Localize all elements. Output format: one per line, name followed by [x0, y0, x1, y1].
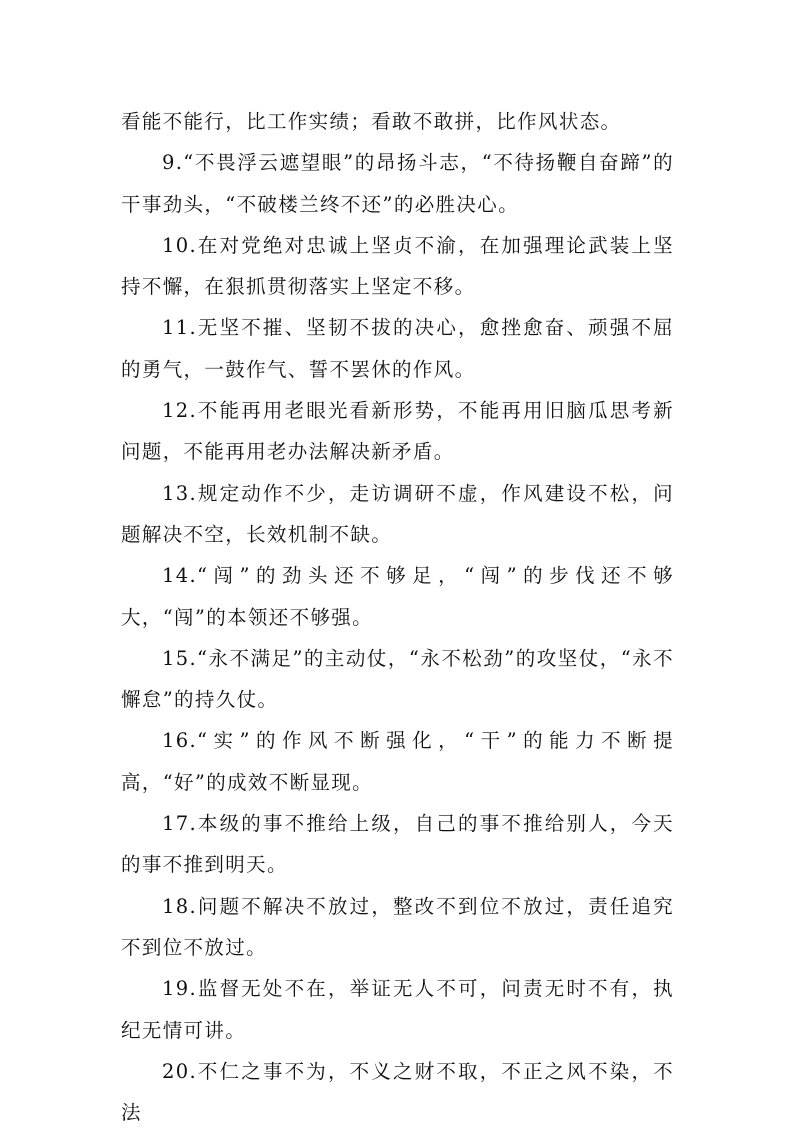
paragraph-item-9: 9.“不畏浮云遮望眼”的昂扬斗志，“不待扬鞭自奋蹄”的干事劲头，“不破楼兰终不还”的必胜决心。 — [121, 151, 674, 216]
paragraph-item-10: 10.在对党绝对忠诚上坚贞不渝，在加强理论武装上坚持不懈，在狠抓贯彻落实上坚定不移。 — [121, 233, 674, 299]
paragraph-item-12: 12.不能再用老眼光看新形势，不能再用旧脑瓜思考新问题，不能再用老办法解决新矛盾。 — [121, 399, 674, 464]
paragraph-item-18: 18.问题不解决不放过，整改不到位不放过，责任追究不到位不放过。 — [121, 894, 674, 959]
paragraph-item-13: 13.规定动作不少，走访调研不虚，作风建设不松，问题解决不空，长效机制不缺。 — [121, 481, 674, 546]
paragraph-item-19: 19.监督无处不在，举证无人不可，问责无时不有，执纪无情可讲。 — [121, 977, 674, 1042]
paragraph-item-11: 11.无坚不摧、坚韧不拔的决心，愈挫愈奋、顽强不屈的勇气，一鼓作气、誓不罢休的作风。 — [121, 316, 674, 381]
paragraph-continuation: 看能不能行，比工作实绩；看敢不敢拼，比作风状态。 — [121, 110, 622, 133]
paragraph-item-17: 17.本级的事不推给上级，自己的事不推给别人，今天的事不推到明天。 — [121, 812, 674, 877]
paragraph-item-14: 14.“闯”的劲头还不够足，“闯”的步伐还不够大，“闯”的本领还不够强。 — [121, 564, 674, 629]
paragraph-item-16: 16.“实”的作风不断强化，“干”的能力不断提高，“好”的成效不断显现。 — [121, 729, 674, 794]
document-body — [121, 101, 674, 1133]
paragraph-item-20: 20.不仁之事不为，不义之财不取，不正之风不染，不法 — [121, 1059, 674, 1125]
paragraph-item-15: 15.“永不满足”的主动仗，“永不松劲”的攻坚仗，“永不懈怠”的持久仗。 — [121, 646, 674, 712]
